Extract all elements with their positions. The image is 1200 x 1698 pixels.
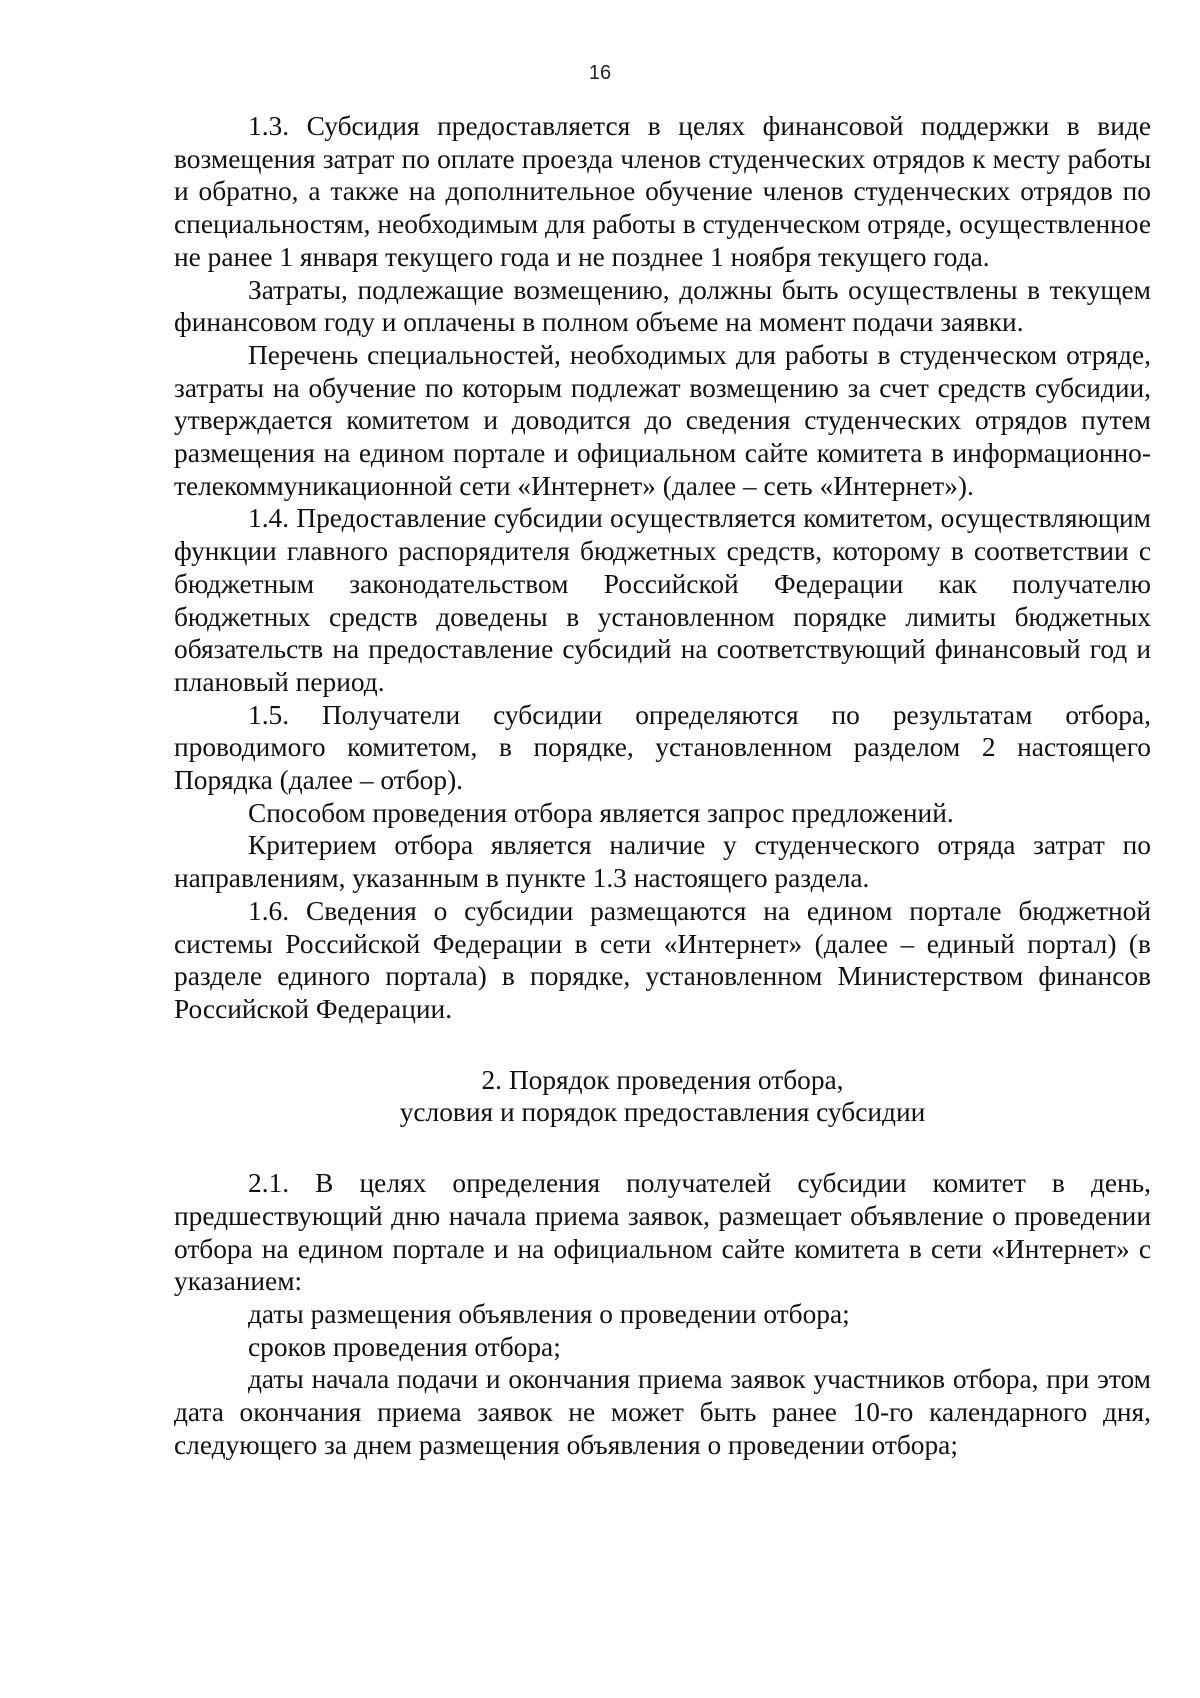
- paragraph-selection-criterion: Критерием отбора является наличие у студенческого отряда затрат по направлениям, указанным в пункте 1.3 настоящего раздела.: [174, 830, 1151, 894]
- list-item-application-dates: даты начала подачи и окончания приема заявок участников отбора, при этом дата окончания приема заявок не может быть ранее 10-го календарного дня, следующего за днем размещения объявления о проведении отбора;: [174, 1364, 1151, 1460]
- section-heading-line-1: 2. Порядок проведения отбора,: [481, 1064, 844, 1095]
- paragraph-2-1: 2.1. В целях определения получателей субсидии комитет в день, предшествующий дню начала приема заявок, размещает объявление о проведении отбора на едином портале и на официальном сайте комитета в сети «Интернет» с указанием:: [174, 1168, 1151, 1297]
- paragraph-costs: Затраты, подлежащие возмещению, должны быть осуществлены в текущем финансовом году и оплачены в полном объеме на момент подачи заявки.: [174, 274, 1151, 338]
- paragraph-1-3: 1.3. Субсидия предоставляется в целях финансовой поддержки в виде возмещения затрат по оплате проезда членов студенческих отрядов к месту работы и обратно, а также на дополнительное обучение членов студенческих отрядов по специальностям, необходимым для работы в студенческом отряде, осуществленное не ранее 1 января текущего года и не позднее 1 ноября текущего года.: [174, 111, 1151, 272]
- document-body: [174, 110, 1151, 1461]
- section-heading: [174, 1064, 1151, 1129]
- paragraph-selection-method: Способом проведения отбора является запрос предложений.: [248, 797, 954, 828]
- paragraph-specialties-list: Перечень специальностей, необходимых для работы в студенческом отряде, затраты на обучение по которым подлежат возмещению за счет средств субсидии, утверждается комитетом и доводится до сведения студенческих отрядов путем размещения на едином портале и официальном сайте комитета в информационно-телекоммуникационной сети «Интернет» (далее – сеть «Интернет»).: [174, 339, 1151, 501]
- page-number: 16: [588, 62, 612, 84]
- list-item-selection-terms: сроков проведения отбора;: [248, 1331, 561, 1362]
- paragraph-1-6: 1.6. Сведения о субсидии размещаются на едином портале бюджетной системы Российской Федерации в сети «Интернет» (далее – единый портал) (в разделе единого портала) в порядке, установленном Министерством финансов Российской Федерации.: [174, 895, 1151, 1024]
- section-heading-line-2: условия и порядок предоставления субсидии: [399, 1097, 926, 1128]
- paragraph-1-5: 1.5. Получатели субсидии определяются по результатам отбора, проводимого комитетом, в порядке, установленном разделом 2 настоящего Порядка (далее – отбор).: [174, 699, 1151, 796]
- paragraph-1-4: 1.4. Предоставление субсидии осуществляется комитетом, осуществляющим функции главного распорядителя бюджетных средств, которому в соответствии с бюджетным законодательством Российской Федерации как получателю бюджетных средств доведены в установленном порядке лимиты бюджетных обязательств на предоставление субсидий на соответствующий финансовый год и плановый период.: [174, 503, 1151, 697]
- list-item-announcement-date: даты размещения объявления о проведении отбора;: [248, 1298, 850, 1329]
